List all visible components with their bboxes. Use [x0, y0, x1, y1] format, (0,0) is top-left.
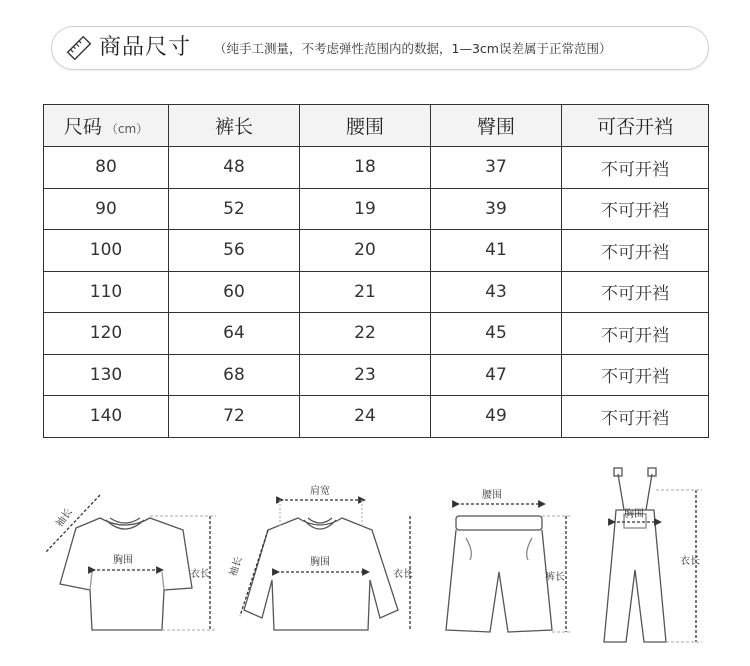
tshirt-sleeve-label: 袖长 — [54, 506, 75, 530]
page-title: 商品尺寸 — [99, 35, 192, 60]
overalls-diagram — [604, 468, 702, 642]
tshirt-length-label: 衣长 — [190, 569, 210, 580]
table-row — [44, 188, 709, 230]
cell-crotch: 不可开裆 — [562, 313, 709, 355]
cell-waist: 22 — [300, 313, 431, 355]
col-size: 尺码 （cm） — [44, 105, 169, 147]
cell-length: 52 — [169, 188, 300, 230]
cell-length: 72 — [169, 396, 300, 438]
cell-hip: 43 — [431, 271, 562, 313]
cell-length: 48 — [169, 147, 300, 189]
cell-waist: 21 — [300, 271, 431, 313]
cell-size: 140 — [44, 396, 169, 438]
cell-size: 100 — [44, 230, 169, 272]
cell-waist: 23 — [300, 354, 431, 396]
header-bar — [51, 26, 709, 70]
cell-length: 60 — [169, 271, 300, 313]
ruler-icon — [66, 34, 92, 62]
cell-waist: 24 — [300, 396, 431, 438]
col-hip: 臀围 — [431, 105, 562, 147]
measurement-note: （纯手工测量，不考虑弹性范围内的数据，1—3cm误差属于正常范围） — [214, 41, 612, 56]
cell-crotch: 不可开裆 — [562, 147, 709, 189]
cell-size: 110 — [44, 271, 169, 313]
cell-length: 56 — [169, 230, 300, 272]
shorts-diagram — [446, 504, 572, 632]
overalls-chest-label: 胸围 — [624, 509, 644, 520]
table-row — [44, 396, 709, 438]
sweater-sleeve-label: 袖长 — [228, 555, 245, 578]
cell-hip: 49 — [431, 396, 562, 438]
cell-size: 90 — [44, 188, 169, 230]
table-row — [44, 313, 709, 355]
cell-crotch: 不可开裆 — [562, 230, 709, 272]
sweater-shoulder-label: 肩宽 — [310, 486, 330, 497]
col-crotch: 可否开裆 — [562, 105, 709, 147]
cell-hip: 41 — [431, 230, 562, 272]
cell-size: 80 — [44, 147, 169, 189]
measurement-diagrams — [0, 460, 750, 660]
cell-waist: 20 — [300, 230, 431, 272]
cell-size: 120 — [44, 313, 169, 355]
cell-crotch: 不可开裆 — [562, 396, 709, 438]
table-header-row — [44, 105, 709, 147]
shorts-waist-label: 腰围 — [482, 490, 502, 501]
cell-waist: 19 — [300, 188, 431, 230]
overalls-length-label: 衣长 — [680, 556, 700, 567]
sweater-chest-label: 胸围 — [310, 557, 330, 568]
cell-hip: 47 — [431, 354, 562, 396]
col-length: 裤长 — [169, 105, 300, 147]
cell-crotch: 不可开裆 — [562, 354, 709, 396]
cell-size: 130 — [44, 354, 169, 396]
col-waist: 腰围 — [300, 105, 431, 147]
cell-crotch: 不可开裆 — [562, 271, 709, 313]
sweater-length-label: 衣长 — [393, 569, 413, 580]
size-table — [43, 104, 709, 438]
table-row — [44, 271, 709, 313]
shorts-length-label: 裤长 — [545, 572, 565, 583]
cell-hip: 39 — [431, 188, 562, 230]
table-row — [44, 147, 709, 189]
table-row — [44, 230, 709, 272]
cell-hip: 45 — [431, 313, 562, 355]
cell-waist: 18 — [300, 147, 431, 189]
cell-length: 68 — [169, 354, 300, 396]
cell-crotch: 不可开裆 — [562, 188, 709, 230]
tshirt-chest-label: 胸围 — [113, 555, 133, 566]
cell-hip: 37 — [431, 147, 562, 189]
cell-length: 64 — [169, 313, 300, 355]
table-row — [44, 354, 709, 396]
